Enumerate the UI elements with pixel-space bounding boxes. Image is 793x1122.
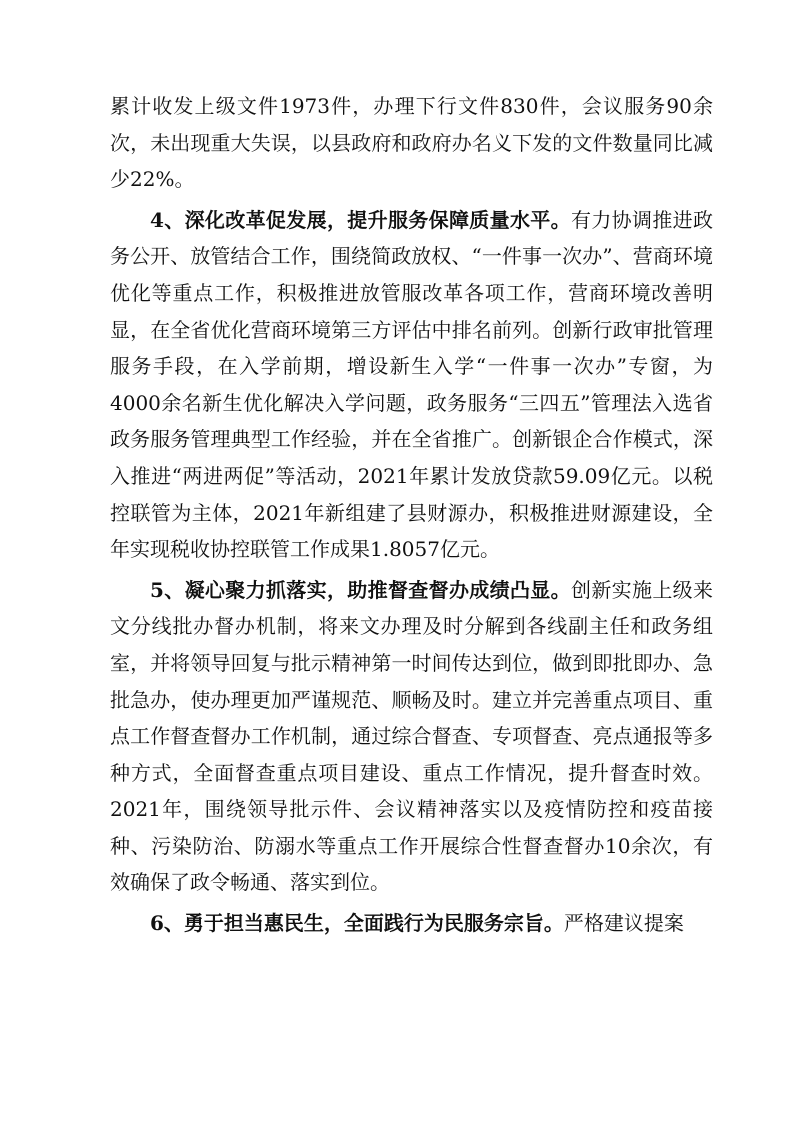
section-heading: 6、勇于担当惠民生，全面践行为民服务宗旨。 xyxy=(150,911,564,936)
paragraph-section-4 xyxy=(110,202,713,568)
paragraph-text: 严格建议提案 xyxy=(563,911,684,936)
paragraph-continuation xyxy=(110,88,713,198)
paragraph-text: 创新实施上级来文分线批办督办机制，将来文办理及时分解到各线副主任和政务组室，并将领导回复与批示精神第一时间传达到位，做到即批即办、急批急办，使办理更加严谨规范、顺畅及时。建立并完善重点项目、重点工作督查督办工作机制，通过综合督查、专项督查、亮点通报等多种方式，全面督查重点项目建设、重点工作情况，提升督查时效。2021年，围绕领导批示件、会议精神落实以及疫情防控和疫苗接种、污染防治、防溺水等重点工作开展综合性督查督办10余次，有效确保了政令畅通、落实到位。 xyxy=(110,577,714,895)
section-heading: 4、深化改革促发展，提升服务保障质量水平。 xyxy=(150,207,571,232)
paragraph-section-6 xyxy=(110,905,713,942)
paragraph-section-5 xyxy=(110,572,713,901)
section-heading: 5、凝心聚力抓落实，助推督查督办成绩凸显。 xyxy=(150,577,571,602)
paragraph-text: 累计收发上级文件1973件，办理下行文件830件，会议服务90余次，未出现重大失误，以县政府和政府办名义下发的文件数量同比减少22%。 xyxy=(110,94,713,192)
paragraph-text: 有力协调推进政务公开、放管结合工作，围绕简政放权、“一件事一次办”、营商环境优化等重点工作，积极推进放管服改革各项工作，营商环境改善明显，在全省优化营商环境第三方评估中排名前列。创新行政审批管理服务手段，在入学前期，增设新生入学“一件事一次办”专窗，为4000余名新生优化解决入学问题，政务服务“三四五”管理法入选省政务服务管理典型工作经验，并在全省推广。创新银企合作模式，深入推进“两进两促”等活动，2021年累计发放贷款59.09亿元。以税控联管为主体，2021年新组建了县财源办，积极推进财源建设，全年实现税收协控联管工作成果1.8057亿元。 xyxy=(110,207,714,562)
